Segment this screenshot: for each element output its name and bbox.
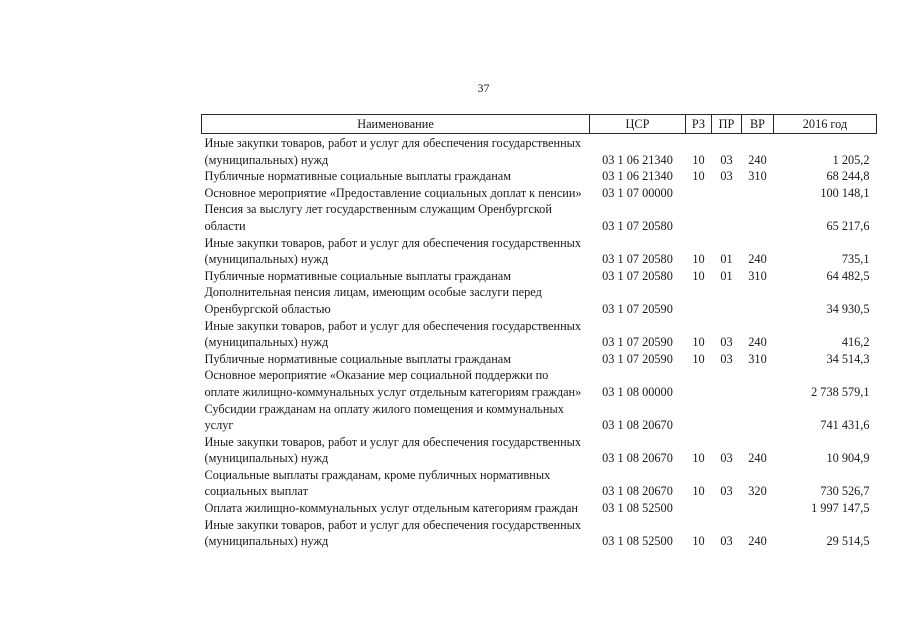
row-amount: 64 482,5 [826, 268, 870, 283]
row-csr: 03 1 08 00000 [602, 384, 673, 399]
row-amount: 1 997 147,5 [811, 501, 870, 516]
table-row [202, 517, 877, 550]
row-rz: 10 [692, 252, 705, 267]
row-vr: 240 [748, 534, 767, 549]
row-csr: 03 1 07 20590 [602, 301, 673, 316]
row-vr: 240 [748, 335, 767, 350]
row-rz [686, 185, 712, 202]
row-vr [742, 500, 774, 517]
row-name: Иные закупки товаров, работ и услуг для обеспечения государственных (муниципальных) нужд [204, 517, 582, 549]
table-row [202, 168, 877, 185]
row-pr: 01 [720, 252, 733, 267]
row-vr [742, 367, 774, 400]
table-row [202, 284, 877, 317]
row-rz: 10 [692, 268, 705, 283]
table-header [202, 115, 877, 134]
row-rz: 10 [692, 335, 705, 350]
row-vr: 310 [748, 351, 767, 366]
row-amount: 29 514,5 [826, 534, 870, 549]
table-row [202, 185, 877, 202]
row-pr: 03 [720, 451, 733, 466]
row-rz [686, 201, 712, 234]
row-name: Пенсия за выслугу лет государственным служащим Оренбургской области [204, 202, 552, 233]
row-rz: 10 [692, 351, 705, 366]
row-pr [712, 201, 742, 234]
row-name: Иные закупки товаров, работ и услуг для обеспечения государственных (муниципальных) нужд [204, 318, 582, 350]
row-csr: 03 1 08 20670 [602, 451, 673, 466]
row-pr [712, 401, 742, 434]
row-rz: 10 [692, 169, 705, 184]
row-amount: 100 148,1 [820, 185, 870, 200]
table-row [202, 367, 877, 400]
row-amount: 730 526,7 [820, 484, 870, 499]
row-rz: 10 [692, 451, 705, 466]
table-row [202, 500, 877, 517]
row-vr [742, 284, 774, 317]
row-name: Основное мероприятие «Оказание мер социальной поддержки по оплате жилищно-коммунальных услуг отдельным категориям граждан» [204, 368, 582, 399]
row-name: Дополнительная пенсия лицам, имеющим особые заслуги перед Оренбургской областью [204, 285, 542, 316]
row-vr: 240 [748, 252, 767, 267]
row-csr: 03 1 07 20580 [602, 268, 673, 283]
row-amount: 10 904,9 [826, 451, 870, 466]
row-csr: 03 1 08 20670 [602, 484, 673, 499]
row-pr [712, 185, 742, 202]
row-pr: 03 [720, 152, 733, 167]
row-vr [742, 201, 774, 234]
row-vr: 310 [748, 268, 767, 283]
row-name: Публичные нормативные социальные выплаты гражданам [204, 351, 512, 366]
table-row [202, 434, 877, 467]
row-pr [712, 284, 742, 317]
row-amount: 2 738 579,1 [811, 384, 870, 399]
row-csr: 03 1 08 20670 [602, 418, 673, 433]
row-csr: 03 1 07 20590 [602, 351, 673, 366]
row-csr: 03 1 06 21340 [602, 152, 673, 167]
row-csr: 03 1 06 21340 [602, 169, 673, 184]
row-name: Социальные выплаты гражданам, кроме публичных нормативных социальных выплат [204, 467, 551, 499]
row-amount: 68 244,8 [826, 169, 870, 184]
header-rz: РЗ [686, 115, 712, 134]
row-name: Публичные нормативные социальные выплаты гражданам [204, 268, 512, 283]
row-csr: 03 1 07 20580 [602, 252, 673, 267]
row-rz [686, 284, 712, 317]
row-rz [686, 401, 712, 434]
row-name: Основное мероприятие «Предоставление социальных доплат к пенсии» [204, 185, 582, 200]
row-vr: 310 [748, 169, 767, 184]
row-name: Иные закупки товаров, работ и услуг для обеспечения государственных (муниципальных) нужд [204, 434, 582, 466]
header-year: 2016 год [774, 115, 877, 134]
table-row [202, 467, 877, 500]
row-amount: 34 930,5 [826, 301, 870, 316]
row-vr [742, 185, 774, 202]
row-pr [712, 367, 742, 400]
row-amount: 34 514,3 [826, 351, 870, 366]
row-rz [686, 367, 712, 400]
row-pr: 03 [720, 351, 733, 366]
table-row [202, 401, 877, 434]
table-row [202, 134, 877, 169]
row-amount: 416,2 [841, 335, 870, 350]
table-row [202, 268, 877, 285]
row-pr: 03 [720, 335, 733, 350]
header-vr: ВР [742, 115, 774, 134]
row-name: Иные закупки товаров, работ и услуг для обеспечения государственных (муниципальных) нужд [204, 136, 582, 167]
row-csr: 03 1 08 52500 [602, 501, 673, 516]
row-rz: 10 [692, 534, 705, 549]
table-row [202, 235, 877, 268]
row-name: Оплата жилищно-коммунальных услуг отдельным категориям граждан [204, 501, 579, 516]
table-row [202, 201, 877, 234]
table-row [202, 351, 877, 368]
row-csr: 03 1 07 20590 [602, 335, 673, 350]
row-amount: 735,1 [841, 252, 870, 267]
row-rz [686, 500, 712, 517]
row-pr: 03 [720, 484, 733, 499]
header-pr: ПР [712, 115, 742, 134]
row-rz: 10 [692, 484, 705, 499]
row-csr: 03 1 07 20580 [602, 218, 673, 233]
row-name: Субсидии гражданам на оплату жилого помещения и коммунальных услуг [204, 401, 564, 433]
row-rz: 10 [692, 152, 705, 167]
row-name: Публичные нормативные социальные выплаты гражданам [204, 169, 512, 184]
row-vr: 240 [748, 451, 767, 466]
row-amount: 65 217,6 [826, 218, 870, 233]
row-csr: 03 1 08 52500 [602, 534, 673, 549]
row-pr: 03 [720, 534, 733, 549]
header-csr: ЦСР [590, 115, 686, 134]
table-body [202, 134, 877, 550]
row-vr: 240 [748, 152, 767, 167]
row-vr [742, 401, 774, 434]
row-name: Иные закупки товаров, работ и услуг для обеспечения государственных (муниципальных) нужд [204, 235, 582, 267]
row-amount: 1 205,2 [832, 152, 870, 167]
header-name: Наименование [202, 115, 590, 134]
row-pr [712, 500, 742, 517]
row-amount: 741 431,6 [820, 418, 870, 433]
row-vr: 320 [748, 484, 767, 499]
budget-table [201, 114, 877, 550]
row-pr: 03 [720, 169, 733, 184]
header-row [202, 115, 877, 134]
row-csr: 03 1 07 00000 [602, 185, 673, 200]
page-number: 37 [477, 81, 490, 95]
table-row [202, 318, 877, 351]
row-pr: 01 [720, 268, 733, 283]
